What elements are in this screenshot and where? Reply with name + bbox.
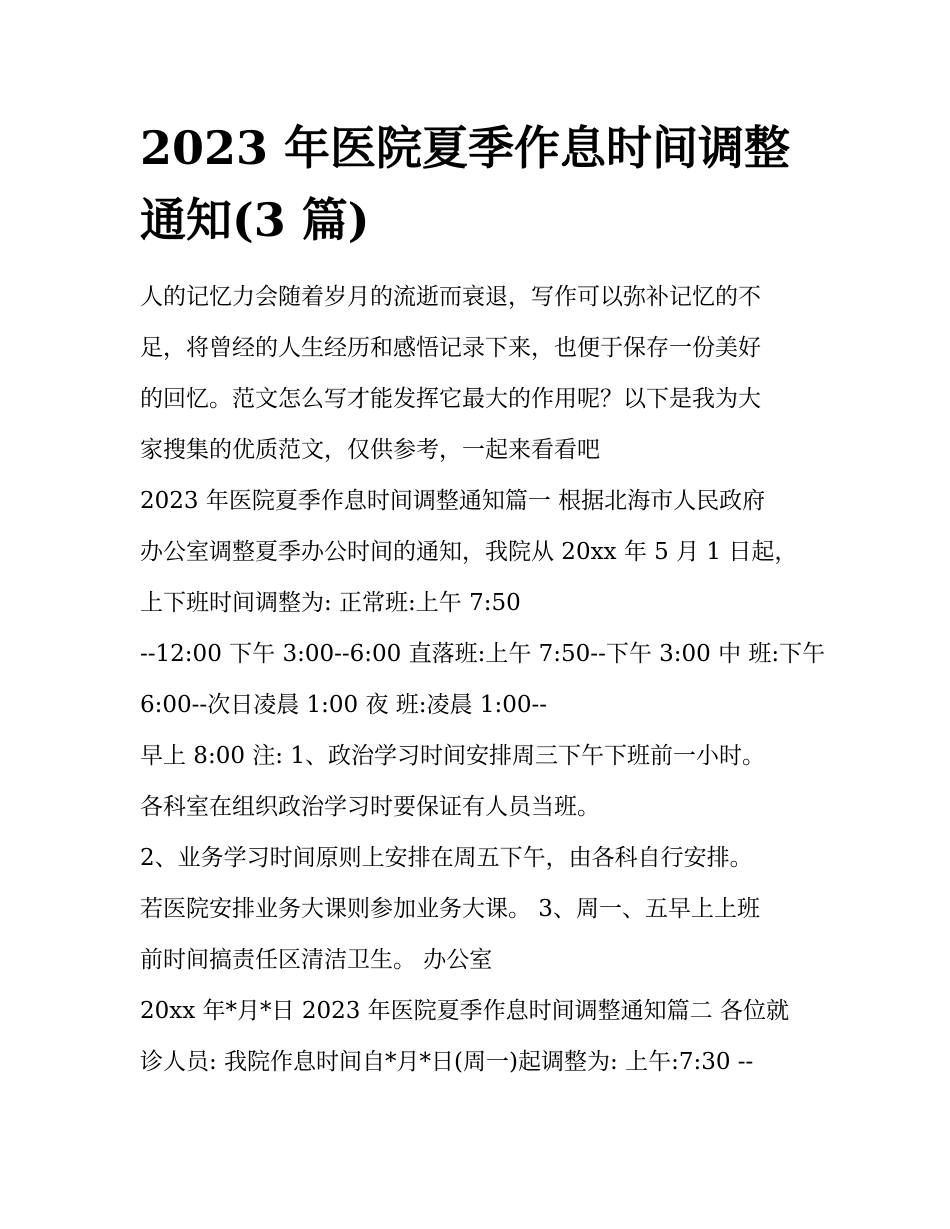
body-line: 诊人员: 我院作息时间自*月*日(周一)起调整为: 上午:7:30 -- [140,1049,754,1075]
body-line: 早上 8:00 注: 1、政治学习时间安排周三下午下班前一小时。 [140,743,765,769]
document-title [140,112,820,256]
body-line: --12:00 下午 3:00--6:00 直落班:上午 7:50--下午 3:00 中 班:下午 [140,641,826,667]
body-line: 的回忆。范文怎么写才能发挥它最大的作用呢？以下是我为大 [140,386,761,412]
body-line: 2023 年医院夏季作息时间调整通知篇一 根据北海市人民政府 [140,488,766,514]
body-line: 2、业务学习时间原则上安排在周五下午，由各科自行安排。 [140,845,753,871]
body-line: 各科室在组织政治学习时要保证有人员当班。 [140,794,600,820]
body-line: 人的记忆力会随着岁月的流逝而衰退，写作可以弥补记忆的不 [140,284,761,310]
title-line: 2023 年医院夏季作息时间调整 [140,121,791,175]
body-line: 20xx 年*月*日 2023 年医院夏季作息时间调整通知篇二 各位就 [140,998,789,1024]
title-line: 通知(3 篇) [140,193,370,247]
body-line: 上下班时间调整为: 正常班:上午 7:50 [140,590,521,616]
body-line: 办公室调整夏季办公时间的通知，我院从 20xx 年 5 月 1 日起， [140,539,798,565]
body-line: 若医院安排业务大课则参加业务大课。 3、周一、五早上上班 [140,896,760,922]
body-line: 足，将曾经的人生经历和感悟记录下来，也便于保存一份美好 [140,335,761,361]
body-line: 家搜集的优质范文，仅供参考，一起来看看吧 [140,437,600,463]
body-line: 前时间搞责任区清洁卫生。 办公室 [140,947,493,973]
body-line: 6:00--次日凌晨 1:00 夜 班:凌晨 1:00-- [140,692,548,718]
document-body [140,272,840,1088]
